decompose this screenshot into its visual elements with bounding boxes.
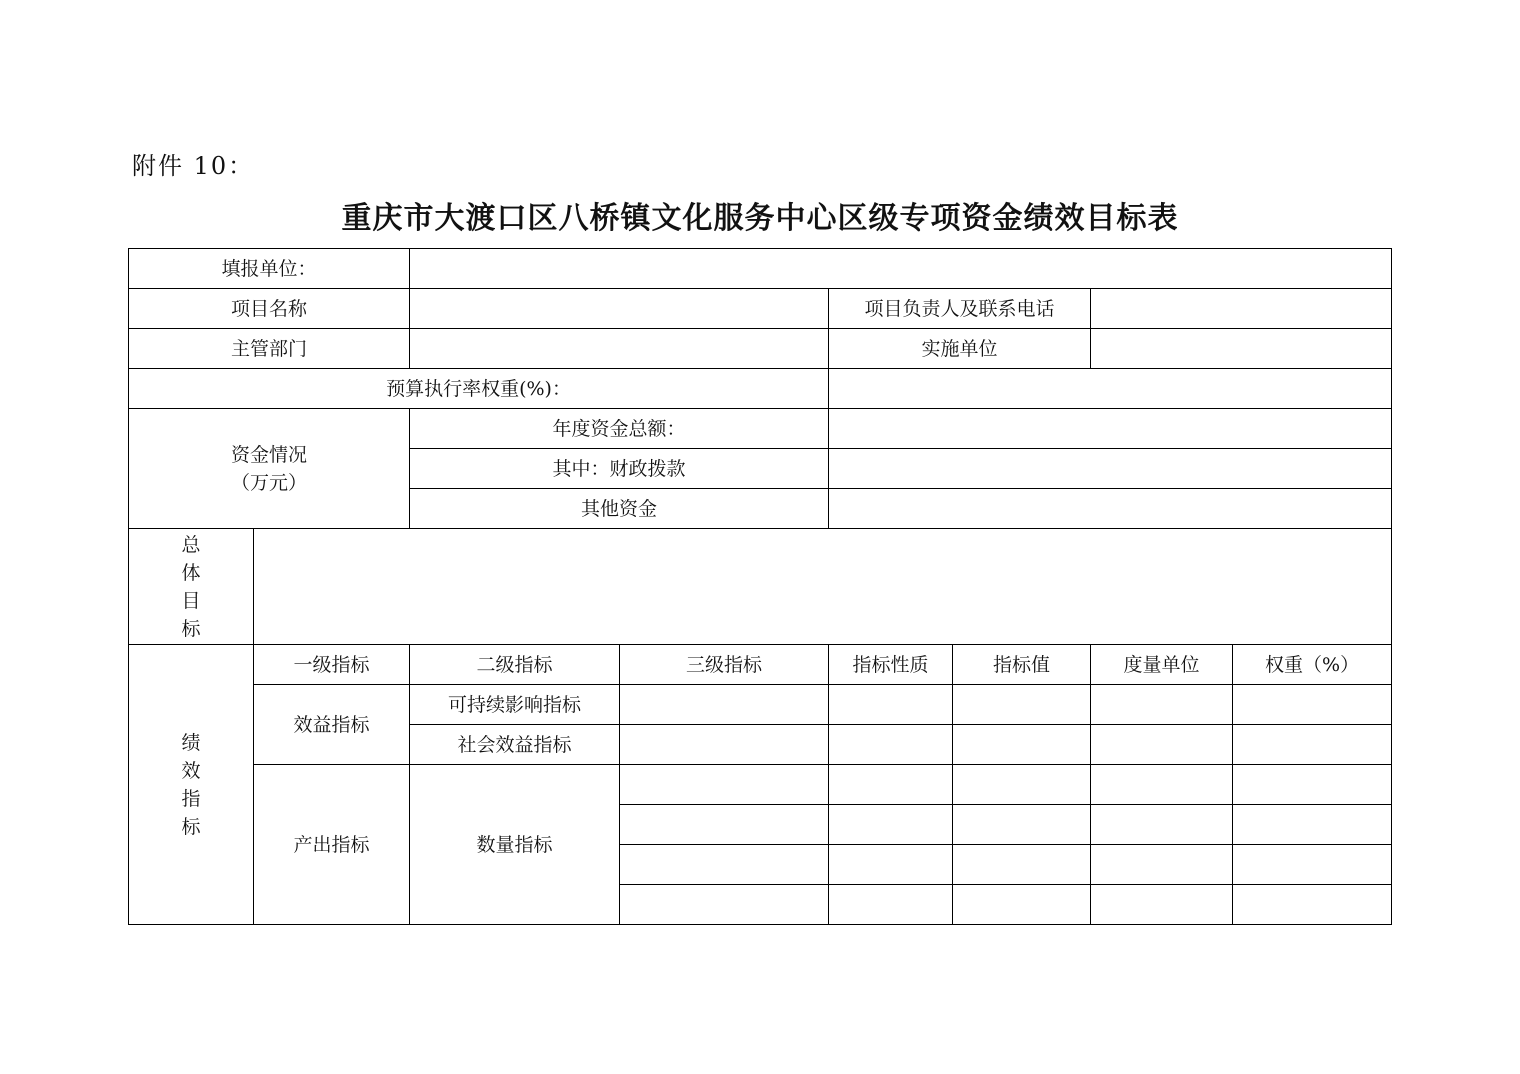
budget-weight-field[interactable] bbox=[829, 369, 1392, 409]
indicator-cell[interactable] bbox=[1233, 725, 1392, 765]
project-leader-label: 项目负责人及联系电话 bbox=[829, 289, 1091, 329]
indicator-cell[interactable] bbox=[1233, 885, 1392, 925]
project-name-field[interactable] bbox=[410, 289, 829, 329]
overall-goal-label bbox=[129, 529, 254, 645]
row-budget-weight bbox=[129, 369, 1392, 409]
header-nature: 指标性质 bbox=[829, 645, 953, 685]
competent-dept-label: 主管部门 bbox=[129, 329, 410, 369]
indicator-cell[interactable] bbox=[1091, 765, 1233, 805]
header-level1: 一级指标 bbox=[254, 645, 410, 685]
reporting-unit-field[interactable] bbox=[410, 249, 1392, 289]
funds-label bbox=[129, 409, 410, 529]
reporting-unit-label: 填报单位： bbox=[129, 249, 410, 289]
indicator-cell[interactable] bbox=[1091, 685, 1233, 725]
indicator-cell[interactable] bbox=[953, 725, 1091, 765]
indicator-cell[interactable] bbox=[953, 805, 1091, 845]
benefit-level2-social: 社会效益指标 bbox=[410, 725, 620, 765]
row-project-name bbox=[129, 289, 1392, 329]
indicator-cell[interactable] bbox=[1091, 805, 1233, 845]
performance-label-text: 绩效指标 bbox=[181, 731, 201, 838]
project-name-label: 项目名称 bbox=[129, 289, 410, 329]
other-funds-label: 其他资金 bbox=[410, 489, 829, 529]
header-value: 指标值 bbox=[953, 645, 1091, 685]
indicator-cell[interactable] bbox=[829, 685, 953, 725]
row-annual-total bbox=[129, 409, 1392, 449]
header-unit: 度量单位 bbox=[1091, 645, 1233, 685]
indicator-cell[interactable] bbox=[1091, 725, 1233, 765]
indicator-cell[interactable] bbox=[620, 685, 829, 725]
header-level3: 三级指标 bbox=[620, 645, 829, 685]
annual-total-label: 年度资金总额： bbox=[410, 409, 829, 449]
funds-label-line2: （万元） bbox=[231, 471, 308, 494]
funds-label-line1: 资金情况 bbox=[231, 443, 308, 466]
indicator-cell[interactable] bbox=[829, 765, 953, 805]
implementing-unit-label: 实施单位 bbox=[829, 329, 1091, 369]
indicator-cell[interactable] bbox=[953, 845, 1091, 885]
overall-goal-label-text: 总体目标 bbox=[181, 534, 201, 640]
indicator-cell[interactable] bbox=[953, 685, 1091, 725]
output-level2-quantity: 数量指标 bbox=[410, 765, 620, 925]
indicator-cell[interactable] bbox=[829, 885, 953, 925]
indicator-cell[interactable] bbox=[620, 765, 829, 805]
annual-total-field[interactable] bbox=[829, 409, 1392, 449]
indicator-cell[interactable] bbox=[1091, 845, 1233, 885]
attachment-label: 附件 10： bbox=[132, 152, 255, 180]
indicator-cell[interactable] bbox=[620, 845, 829, 885]
output-level1: 产出指标 bbox=[254, 765, 410, 925]
row-competent-dept bbox=[129, 329, 1392, 369]
project-leader-field[interactable] bbox=[1091, 289, 1392, 329]
fiscal-field[interactable] bbox=[829, 449, 1392, 489]
performance-label bbox=[129, 645, 254, 925]
indicator-cell[interactable] bbox=[953, 765, 1091, 805]
header-weight: 权重（%） bbox=[1233, 645, 1392, 685]
indicator-cell[interactable] bbox=[1233, 845, 1392, 885]
indicator-cell[interactable] bbox=[829, 845, 953, 885]
indicator-cell[interactable] bbox=[829, 725, 953, 765]
document-title: 重庆市大渡口区八桥镇文化服务中心区级专项资金绩效目标表 bbox=[341, 201, 1179, 236]
indicator-cell[interactable] bbox=[620, 805, 829, 845]
row-overall-goal bbox=[129, 529, 1392, 645]
header-level2: 二级指标 bbox=[410, 645, 620, 685]
implementing-unit-field[interactable] bbox=[1091, 329, 1392, 369]
row-benefit-1 bbox=[129, 685, 1392, 725]
fiscal-label: 其中：财政拨款 bbox=[410, 449, 829, 489]
indicator-cell[interactable] bbox=[1233, 685, 1392, 725]
indicator-cell[interactable] bbox=[1233, 765, 1392, 805]
indicator-cell[interactable] bbox=[953, 885, 1091, 925]
indicator-cell[interactable] bbox=[620, 725, 829, 765]
row-reporting-unit bbox=[129, 249, 1392, 289]
benefit-level1: 效益指标 bbox=[254, 685, 410, 765]
benefit-level2-sustainable: 可持续影响指标 bbox=[410, 685, 620, 725]
overall-goal-field[interactable] bbox=[254, 529, 1392, 645]
competent-dept-field[interactable] bbox=[410, 329, 829, 369]
budget-weight-label: 预算执行率权重(%)： bbox=[129, 369, 829, 409]
indicator-cell[interactable] bbox=[1091, 885, 1233, 925]
performance-goal-table bbox=[128, 248, 1392, 925]
row-output-1 bbox=[129, 765, 1392, 805]
indicator-cell[interactable] bbox=[829, 805, 953, 845]
indicator-cell[interactable] bbox=[1233, 805, 1392, 845]
indicator-cell[interactable] bbox=[620, 885, 829, 925]
other-funds-field[interactable] bbox=[829, 489, 1392, 529]
row-indicator-headers bbox=[129, 645, 1392, 685]
